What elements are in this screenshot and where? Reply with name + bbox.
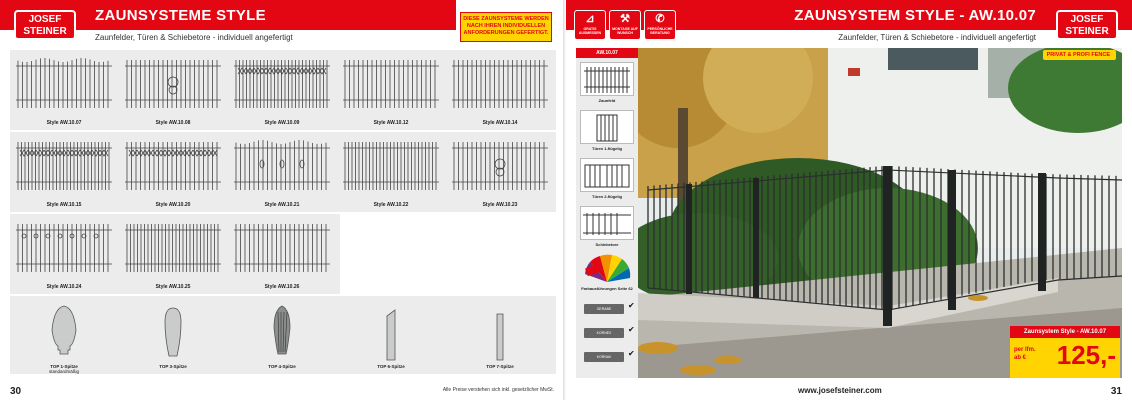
- sliding-gate-thumbnail: [580, 206, 634, 240]
- color-wheel-icon: [580, 252, 634, 284]
- tip-style-item[interactable]: [339, 296, 443, 374]
- brand-logo[interactable]: JOSEF STEINER: [14, 10, 76, 40]
- wrench-glyph: ⚒: [620, 13, 630, 25]
- price-title: Zaunsystem Style - AW.10.07: [1010, 326, 1120, 338]
- fence-drawing: [452, 138, 548, 192]
- tip-style-name: TOP 4-Spitze: [268, 364, 296, 369]
- sidebar-item-schiebetor[interactable]: [580, 206, 634, 247]
- gate-single-thumbnail: [580, 110, 634, 144]
- fence-drawing: [343, 56, 439, 110]
- fence-style-label: Style AW.10.24: [46, 284, 82, 290]
- service-label: PERSÖNLICHE BERATUNG: [647, 27, 673, 35]
- color-swatch[interactable]: GERABE: [584, 304, 624, 314]
- page-title: ZAUNSYSTEME STYLE: [95, 7, 266, 24]
- color-swatch[interactable]: KORNAV: [584, 352, 624, 362]
- fence-style-label: Style AW.10.07: [46, 120, 82, 126]
- tip-drawing: [351, 298, 431, 364]
- page-subtitle: Zaunfelder, Türen & Schiebetore - individuell angefertigt: [95, 33, 293, 42]
- fence-style-label: Style AW.10.20: [155, 202, 191, 208]
- sidebar-item-label: Schiebetore: [595, 242, 619, 247]
- fence-style-label: Style AW.10.21: [264, 202, 300, 208]
- right-page: [566, 0, 1132, 400]
- fence-style-label: Style AW.10.15: [46, 202, 82, 208]
- check-icon: ✔: [628, 349, 635, 358]
- tip-drawing: [24, 298, 104, 364]
- sidebar-item-tuer-1[interactable]: [580, 110, 634, 151]
- fence-drawing: [234, 220, 330, 274]
- fence-style-label: Style AW.10.09: [264, 120, 300, 126]
- fence-style-label: Style AW.10.26: [264, 284, 300, 290]
- color-swatch[interactable]: KORNEX: [584, 328, 624, 338]
- fence-style-row: [10, 214, 340, 294]
- fence-style-label: Style AW.10.23: [482, 202, 518, 208]
- price-ab-label: ab €: [1014, 355, 1027, 361]
- fence-drawing: [125, 220, 221, 274]
- ruler-glyph: ⊿: [585, 13, 595, 25]
- price-per-label: per lfm.: [1014, 347, 1036, 353]
- price-footnote: Alle Preise verstehen sich inkl. gesetzlicher MwSt.: [442, 387, 554, 393]
- page-subtitle: Zaunfelder, Türen & Schiebetore - individuell angefertigt: [838, 33, 1036, 42]
- service-icons: [574, 10, 676, 40]
- tip-drawing: [460, 298, 540, 364]
- fence-style-label: Style AW.10.22: [373, 202, 409, 208]
- service-label: GRATIS AUSMESSEN: [578, 27, 602, 35]
- fence-panel-thumbnail: [580, 62, 634, 96]
- tip-style-name: TOP 1-Spitze: [50, 364, 78, 369]
- tip-style-name: TOP 7-Spitze: [486, 364, 514, 369]
- privat-profi-fence-badge: PRIVAT & PROFI FENCE: [1043, 50, 1116, 60]
- fence-style-label: Style AW.10.08: [155, 120, 191, 126]
- fence-style-item[interactable]: [448, 50, 552, 130]
- tip-style-label: [121, 364, 225, 369]
- fence-style-row: [10, 50, 556, 130]
- check-icon: ✔: [628, 325, 635, 334]
- sidebar-item-label: Türen 2-flügelig: [592, 194, 622, 199]
- sidebar-item-label: Zaunfeld: [598, 98, 616, 103]
- sidebar-item-zaunfeld[interactable]: [580, 62, 634, 103]
- tip-drawing: [133, 298, 213, 364]
- gate-double-thumbnail: [580, 158, 634, 192]
- ruler-icon: [574, 10, 606, 40]
- fence-style-row: [10, 132, 556, 212]
- brand-logo[interactable]: JOSEF STEINER: [1056, 10, 1118, 40]
- price-body: [1010, 338, 1120, 378]
- page-number: 31: [1110, 386, 1122, 397]
- fence-drawing: [16, 220, 112, 274]
- price-per-unit: [1014, 346, 1036, 362]
- price-box: [1010, 326, 1120, 378]
- fence-drawing: [234, 138, 330, 192]
- tip-style-label: [12, 364, 116, 374]
- fence-style-item[interactable]: [12, 214, 116, 294]
- sidebar-title: AW.10.07: [576, 48, 638, 58]
- page-title: ZAUNSYSTEM STYLE - AW.10.07: [794, 7, 1036, 24]
- fence-style-item[interactable]: [12, 132, 116, 212]
- sidebar-item-label: Türen 1-flügelig: [592, 146, 622, 151]
- price-value: 125,-: [1056, 340, 1116, 370]
- tip-style-item[interactable]: [448, 296, 552, 374]
- fence-drawing: [234, 56, 330, 110]
- sidebar-item-farben[interactable]: [580, 252, 634, 291]
- sidebar-item-tuer-2[interactable]: [580, 158, 634, 199]
- tip-style-label: [448, 364, 552, 369]
- wrench-icon: [609, 10, 641, 40]
- tip-style-item[interactable]: [230, 296, 334, 374]
- fence-style-label: Style AW.10.14: [482, 120, 518, 126]
- tip-style-item[interactable]: [121, 296, 225, 374]
- phone-icon: [644, 10, 676, 40]
- tip-style-note: standardmäßig: [48, 369, 79, 374]
- tip-style-label: [339, 364, 443, 369]
- tip-style-item[interactable]: [12, 296, 116, 374]
- fence-style-item[interactable]: [121, 50, 225, 130]
- fence-style-item[interactable]: [121, 132, 225, 212]
- tip-drawing: [242, 298, 322, 364]
- fence-drawing: [125, 138, 221, 192]
- variant-sidebar: [576, 48, 638, 378]
- website-url[interactable]: www.josefsteiner.com: [798, 386, 882, 395]
- tip-styles-row: [10, 296, 556, 374]
- fence-drawing: [125, 56, 221, 110]
- phone-glyph: ✆: [655, 13, 665, 25]
- fence-style-item[interactable]: [12, 50, 116, 130]
- service-label: MONTAGE AUF WUNSCH: [612, 27, 638, 35]
- tip-style-name: TOP 3-Spitze: [159, 364, 187, 369]
- fence-style-item[interactable]: [230, 132, 334, 212]
- fence-drawing: [452, 56, 548, 110]
- custom-notice-badge: DIESE ZAUNSYSTEME WERDEN NACH IHREN INDIVIDUELLEN ANFORDERUNGEN GEFERTIGT.: [460, 12, 552, 42]
- fence-drawing: [343, 138, 439, 192]
- fence-style-item[interactable]: [230, 50, 334, 130]
- tip-style-label: [230, 364, 334, 369]
- fence-style-item[interactable]: [339, 50, 443, 130]
- fence-style-item[interactable]: [448, 132, 552, 212]
- tip-style-name: TOP 6-Spitze: [377, 364, 405, 369]
- fence-style-label: Style AW.10.25: [155, 284, 191, 290]
- fence-drawing: [16, 56, 112, 110]
- fence-style-label: Style AW.10.12: [373, 120, 409, 126]
- sidebar-item-label: Farbausführungen Seite 62: [581, 286, 633, 291]
- page-number: 30: [10, 386, 22, 397]
- fence-drawing: [16, 138, 112, 192]
- fence-style-item[interactable]: [121, 214, 225, 294]
- fence-style-item[interactable]: [339, 132, 443, 212]
- fence-style-item[interactable]: [230, 214, 334, 294]
- check-icon: ✔: [628, 301, 635, 310]
